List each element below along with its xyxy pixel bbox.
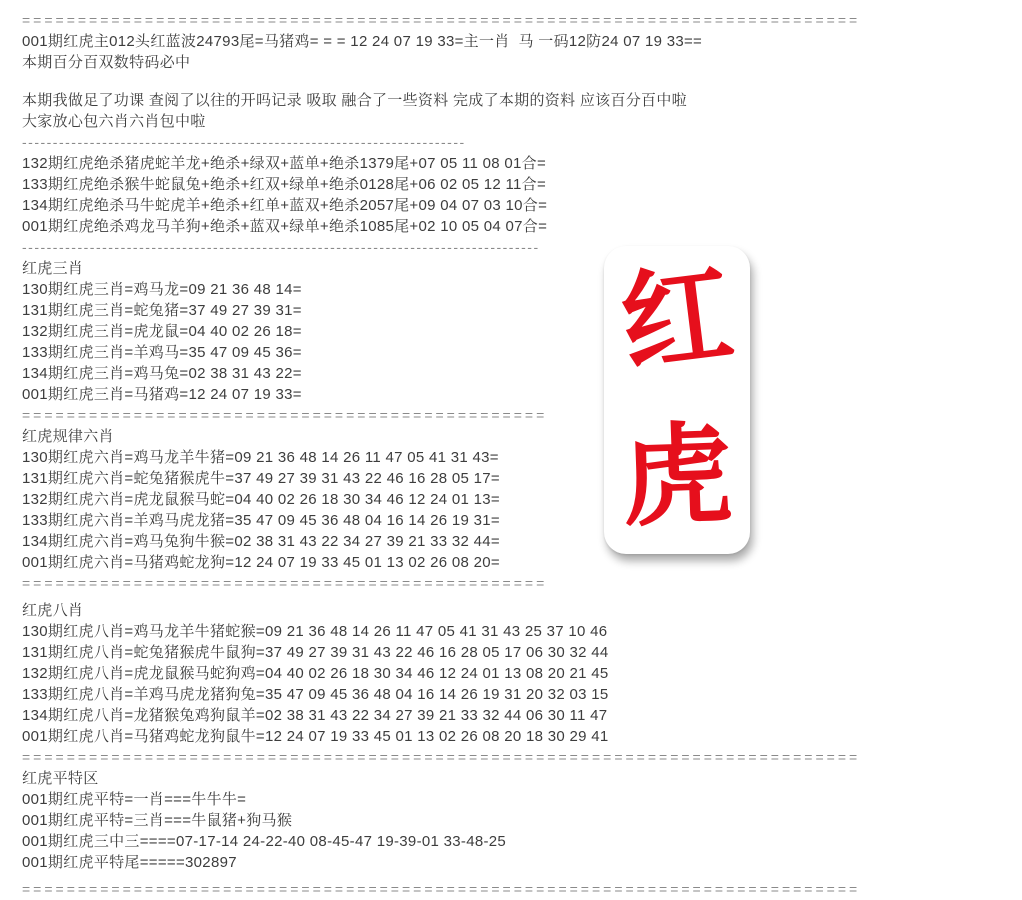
separator-top: =========================================================================== (22, 12, 861, 28)
sanxiao-row: 001期红虎三肖=马猪鸡=12 24 07 19 33= (22, 386, 302, 403)
baxiao-row: 001期红虎八肖=马猪鸡蛇龙狗鼠牛=12 24 07 19 33 45 01 13 02 26 08 20 18 30 29 41 (22, 728, 609, 745)
intro-line-1: 本期我做足了功课 查阅了以往的开吗记录 吸取 融合了一些资料 完成了本期的资料 应该百分百中啦 (22, 92, 687, 109)
juesha-row: 133期红虎绝杀猴牛蛇鼠兔+绝杀+红双+绿单+绝杀0128尾+06 02 05 12 11合= (22, 176, 547, 193)
liuxiao-row: 134期红虎六肖=鸡马兔狗牛猴=02 38 31 43 22 34 27 39 21 33 32 44= (22, 533, 500, 550)
liuxiao-row: 130期红虎六肖=鸡马龙羊牛猪=09 21 36 48 14 26 11 47 05 41 31 43= (22, 449, 499, 466)
liuxiao-row: 133期红虎六肖=羊鸡马虎龙猪=35 47 09 45 36 48 04 16 14 26 19 31= (22, 512, 500, 529)
badge-char-hong: 红 (614, 248, 740, 390)
header-main-line: 001期红虎主012头红蓝波24793尾=马猪鸡= = = 12 24 07 19 33=主一肖 马 一码12防24 07 19 33== (22, 33, 703, 50)
badge-char-hu: 虎 (619, 409, 735, 542)
pingte-title: 红虎平特区 (22, 770, 99, 787)
liuxiao-row: 131期红虎六肖=蛇兔猪猴虎牛=37 49 27 39 31 43 22 46 16 28 05 17= (22, 470, 500, 487)
juesha-row: 132期红虎绝杀猪虎蛇羊龙+绝杀+绿双+蓝单+绝杀1379尾+07 05 11 08 01合= (22, 155, 547, 172)
sanxiao-title: 红虎三肖 (22, 260, 84, 277)
sanxiao-row: 130期红虎三肖=鸡马龙=09 21 36 48 14= (22, 281, 302, 298)
baxiao-row: 132期红虎八肖=虎龙鼠猴马蛇狗鸡=04 40 02 26 18 30 34 46 12 24 01 13 08 20 21 45 (22, 665, 609, 682)
sanxiao-row: 134期红虎三肖=鸡马兔=02 38 31 43 22= (22, 365, 302, 382)
separator-equals-medium-1: =============================================== (22, 407, 548, 423)
baxiao-row: 134期红虎八肖=龙猪猴兔鸡狗鼠羊=02 38 31 43 22 34 27 39 21 33 32 44 06 30 11 47 (22, 707, 608, 724)
pingte-row: 001期红虎平特=三肖===牛鼠猪+狗马猴 (22, 812, 293, 829)
baxiao-row: 130期红虎八肖=鸡马龙羊牛猪蛇猴=09 21 36 48 14 26 11 47 05 41 31 43 25 37 10 46 (22, 623, 608, 640)
liuxiao-title: 红虎规律六肖 (22, 428, 114, 445)
liuxiao-row: 001期红虎六肖=马猪鸡蛇龙狗=12 24 07 19 33 45 01 13 02 26 08 20= (22, 554, 500, 571)
sanxiao-row: 131期红虎三肖=蛇兔猪=37 49 27 39 31= (22, 302, 302, 319)
header-sub-line: 本期百分百双数特码必中 (22, 54, 191, 71)
baxiao-row: 133期红虎八肖=羊鸡马虎龙猪狗兔=35 47 09 45 36 48 04 16 14 26 19 31 20 32 03 15 (22, 686, 609, 703)
juesha-row: 134期红虎绝杀马牛蛇虎羊+绝杀+红单+蓝双+绝杀2057尾+09 04 07 03 10合= (22, 197, 548, 214)
tips-page (22, 10, 1002, 900)
pingte-row: 001期红虎平特尾=====302897 (22, 854, 237, 871)
intro-line-2: 大家放心包六肖六肖包中啦 (22, 113, 206, 130)
separator-equals-full-1: =========================================================================== (22, 749, 861, 765)
pingte-row: 001期红虎平特=一肖===牛牛牛= (22, 791, 247, 808)
separator-dash-1: ------------------------------------------------------------------------ (22, 134, 466, 150)
red-tiger-badge (604, 246, 750, 554)
sanxiao-row: 132期红虎三肖=虎龙鼠=04 40 02 26 18= (22, 323, 302, 340)
separator-dash-2: ------------------------------------------------------------------------------------ (22, 239, 540, 255)
baxiao-row: 131期红虎八肖=蛇兔猪猴虎牛鼠狗=37 49 27 39 31 43 22 46 16 28 05 17 06 30 32 44 (22, 644, 609, 661)
separator-equals-medium-2: =============================================== (22, 575, 548, 591)
separator-equals-full-bottom: =========================================================================== (22, 881, 861, 897)
sanxiao-row: 133期红虎三肖=羊鸡马=35 47 09 45 36= (22, 344, 302, 361)
liuxiao-row: 132期红虎六肖=虎龙鼠猴马蛇=04 40 02 26 18 30 34 46 12 24 01 13= (22, 491, 500, 508)
spacer (22, 73, 1002, 90)
juesha-row: 001期红虎绝杀鸡龙马羊狗+绝杀+蓝双+绿单+绝杀1085尾+02 10 05 04 07合= (22, 218, 548, 235)
pingte-row: 001期红虎三中三====07-17-14 24-22-40 08-45-47 19-39-01 33-48-25 (22, 833, 507, 850)
baxiao-title: 红虎八肖 (22, 602, 84, 619)
